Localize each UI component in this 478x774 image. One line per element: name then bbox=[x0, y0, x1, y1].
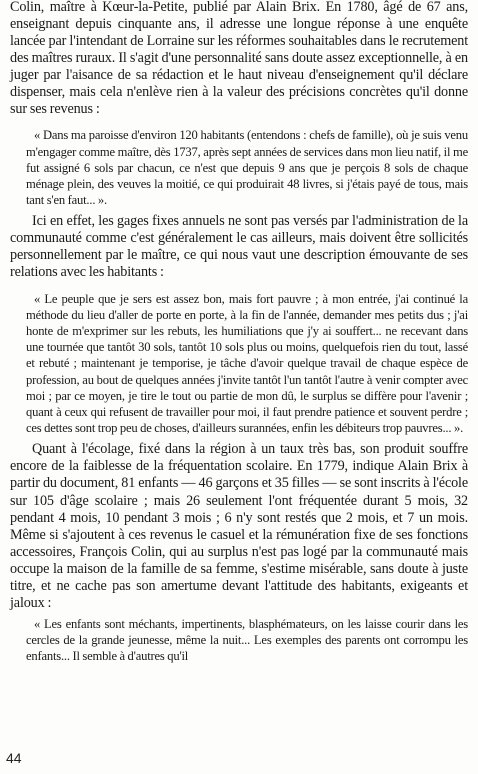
paragraph-ecolage: Quant à l'écolage, fixé dans la région à un taux très bas, son produit souffre encore de la faiblesse de la fréquentation scolaire. En 1779, indique Alain Brix à partir du document, 81 enfants — 46 garçons et 35 filles — se sont inscrits à l'école sur 105 d'âge scolaire ; mais 26 seulement l'ont fréquentée durant 5 mois, 32 pendant 4 mois, 10 pendant 3 mois ; 6 n'y sont restés que 2 mois, et 7 un mois. Même si s'ajoutent à ces revenus le casuel et la rémunération fixe de ses fonctions accessoires, François Colin, qui au surplus n'est pas logé par la communauté mais occupe la maison de la famille de sa femme, s'estime misérable, sans doute à juste titre, et ne cache pas son amertume devant l'attitude des habitants, exigeants et jaloux : bbox=[10, 441, 468, 611]
quote-enfants: « Les enfants sont méchants, impertinents, blasphémateurs, on les laisse courir dans les cercles de la grande jeunesse, même la nuit... Les exemples des parents ont corrompu les enfants... Il semble à d'autres qu'il bbox=[26, 616, 468, 664]
page-number: 44 bbox=[6, 750, 22, 766]
paragraph-colin-intro: Colin, maître à Kœur-la-Petite, publié par Alain Brix. En 1780, âgé de 67 ans, enseignant depuis cinquante ans, il adresse une longue réponse à une enquête lancée par l'intendant de Lorraine sur les réformes souhaitables dans le recrutement des maîtres ruraux. Il s'agit d'une personnalité sans doute assez exceptionnelle, à en juger par l'aisance de sa rédaction et le haut niveau d'enseignement qu'il déclare dispenser, mais cela n'enlève rien à la valeur des précisions concrètes qu'il donne sur ses revenus : bbox=[10, 0, 468, 118]
text-column bbox=[10, 0, 468, 664]
paragraph-gages: Ici en effet, les gages fixes annuels ne sont pas versés par l'administration de la communauté comme c'est généralement le cas ailleurs, mais doivent être sollicités personnellement par le maître, ce qui nous vaut une description émouvante de ses relations avec les habitants : bbox=[10, 213, 468, 281]
quote-revenues: « Dans ma paroisse d'environ 120 habitants (entendons : chefs de famille), où je suis venu m'engager comme maître, dès 1737, après sept années de services dans mon lieu natif, il me fut assigné 6 sols par chacun, ce n'est que depuis 9 ans que je perçois 8 sols de chaque ménage plein, des veuves la moitié, ce qui produirait 48 livres, si j'étais payé de tous, mais tant s'en faut... ». bbox=[26, 128, 468, 208]
quote-relations-habitants: « Le peuple que je sers est assez bon, mais fort pauvre ; à mon entrée, j'ai continué la méthode du lieu d'aller de porte en porte, à la fin de l'année, demander mes petits dus ; j'ai honte de m'exprimer sur les rebuts, les humiliations que j'y ai souffert... ne recevant dans une tournée que tantôt 30 sols, tantôt 10 sols plus ou moins, quelquefois rien du tout, lassé et rebuté ; maintenant je temporise, je tâche d'avoir quelque travail de chaque espèce de profession, au bout de quelques années j'invite tantôt l'un tantôt l'autre à venir compter avec moi ; par ce moyen, je tire le tout ou partie de mon dû, le surplus se diffère pour l'avenir ; quant à ceux qui refusent de travailler pour moi, il faut prendre patience et souvent perdre ; ces dettes sont trop peu de choses, d'ailleurs surannées, enfin les débiteurs trop pauvres... ». bbox=[26, 291, 468, 436]
